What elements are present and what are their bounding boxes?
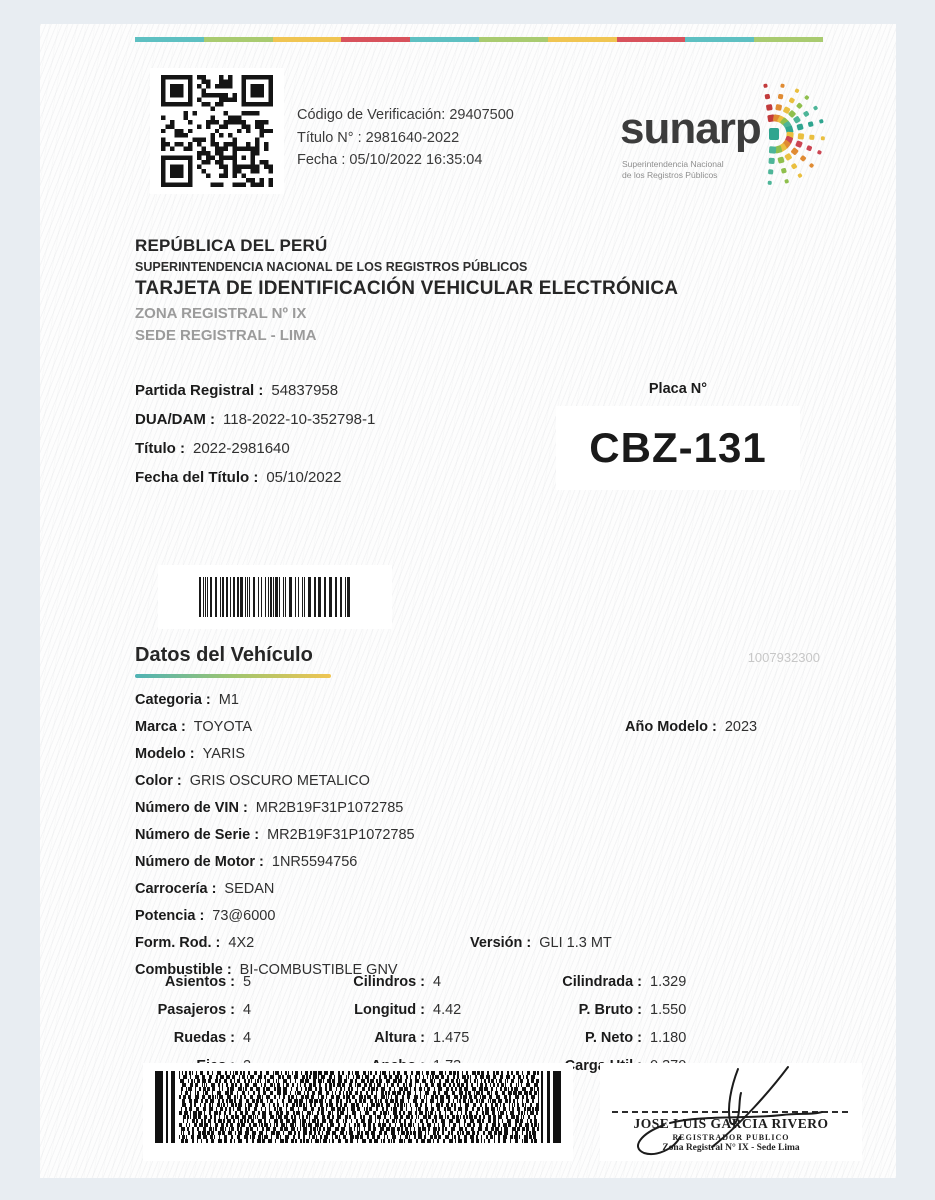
field-longitud: Longitud : 4.42 bbox=[354, 1002, 462, 1018]
signature-box bbox=[600, 1063, 862, 1161]
qr-code bbox=[161, 75, 273, 187]
field-version: Versión : GLI 1.3 MT bbox=[470, 934, 612, 951]
field-cilindrada: Cilindrada : 1.329 bbox=[562, 974, 687, 990]
field-fecha-titulo: Fecha del Título : 05/10/2022 bbox=[135, 469, 342, 486]
registrar-zone: Zona Registral N° IX - Sede Lima bbox=[662, 1143, 800, 1153]
field-numero-serie: Número de Serie : MR2B19F31P1072785 bbox=[135, 826, 415, 843]
header-sede: SEDE REGISTRAL - LIMA bbox=[135, 327, 317, 344]
field-potencia: Potencia : 73@6000 bbox=[135, 907, 276, 924]
field-color: Color : GRIS OSCURO METALICO bbox=[135, 772, 370, 789]
field-partida-registral: Partida Registral : 54837958 bbox=[135, 382, 339, 399]
field-asientos: Asientos : 5 bbox=[164, 974, 252, 990]
barcode-pdf417 bbox=[155, 1071, 561, 1143]
field-categoria: Categoria : M1 bbox=[135, 691, 239, 708]
field-carga-util: Carga bbox=[564, 1058, 606, 1074]
brand-color-bar bbox=[135, 37, 823, 42]
field-marca: Marca : TOYOTA bbox=[135, 718, 253, 735]
field-combustible: Combustible : BI-COMBUSTIBLE GNV bbox=[135, 961, 398, 978]
barcode-1d-box bbox=[158, 565, 392, 629]
document-title: TARJETA DE IDENTIFICACIÓN VEHICULAR ELECTRÓNICA bbox=[135, 278, 679, 299]
registrar-title: REGISTRADOR PUBLICO bbox=[672, 1133, 790, 1142]
field-form-rod: Form. Rod. : 4X2 bbox=[135, 934, 255, 951]
header-zone: ZONA REGISTRAL Nº IX bbox=[135, 305, 307, 322]
field-p-bruto: P. Bruto : 1.550 bbox=[578, 1002, 687, 1018]
plate-box bbox=[556, 406, 800, 490]
field-p-neto: P. Neto : 1.180 bbox=[585, 1030, 687, 1046]
sunarp-burst-icon bbox=[750, 62, 860, 197]
registrar-name: JOSE LUIS GARCIA RIVERO bbox=[633, 1116, 829, 1131]
sunarp-wordmark: sunarp bbox=[620, 104, 761, 153]
plate-number: CBZ-131 bbox=[589, 424, 767, 471]
vehicle-fields bbox=[135, 686, 415, 983]
qr-code-box bbox=[150, 68, 284, 194]
header-country: REPÚBLICA DEL PERÚ bbox=[135, 236, 328, 255]
field-carroceria: Carrocería : SEDAN bbox=[135, 880, 275, 897]
section-underline bbox=[135, 674, 331, 678]
field-cilindros: Cilindros : 4 bbox=[353, 974, 442, 990]
field-numero-motor: Número de Motor : 1NR5594756 bbox=[135, 853, 358, 870]
title-number: Título N° : 2981640-2022 bbox=[297, 129, 460, 146]
verification-code: Código de Verificación: 29407500 bbox=[297, 107, 514, 123]
sunarp-logo bbox=[612, 64, 852, 194]
field-altura: Altura : 1.475 bbox=[374, 1030, 470, 1046]
field-pasajeros: Pasajeros : 4 bbox=[157, 1002, 252, 1018]
registration-fields bbox=[135, 376, 375, 492]
reference-number: 1007932300 bbox=[747, 650, 820, 665]
field-titulo: Título : 2022-2981640 bbox=[135, 440, 290, 457]
verification-block bbox=[297, 104, 514, 172]
field-ano-modelo: Año Modelo : 2023 bbox=[625, 718, 758, 735]
plate-label: Placa N° bbox=[648, 381, 708, 397]
field-ruedas: Ruedas : 4 bbox=[173, 1030, 252, 1046]
handwritten-signature bbox=[600, 1063, 862, 1161]
barcode-pdf417-box bbox=[143, 1063, 573, 1161]
verification-date: Fecha : 05/10/2022 16:35:04 bbox=[297, 152, 483, 168]
sunarp-tagline: Superintendencia Nacional de los Registros Públicos bbox=[622, 159, 724, 180]
field-numero-vin: Número de VIN : MR2B19F31P1072785 bbox=[135, 799, 404, 816]
header-entity: SUPERINTENDENCIA NACIONAL DE LOS REGISTROS PÚBLICOS bbox=[135, 260, 528, 274]
field-modelo: Modelo : YARIS bbox=[135, 745, 246, 762]
barcode-1d bbox=[199, 577, 351, 617]
vehicle-card-page bbox=[40, 24, 896, 1178]
field-dua-dam: DUA/DAM : 118-2022-10-352798-1 bbox=[135, 411, 376, 428]
section-title-datos-vehiculo: Datos del Vehículo bbox=[135, 644, 313, 666]
